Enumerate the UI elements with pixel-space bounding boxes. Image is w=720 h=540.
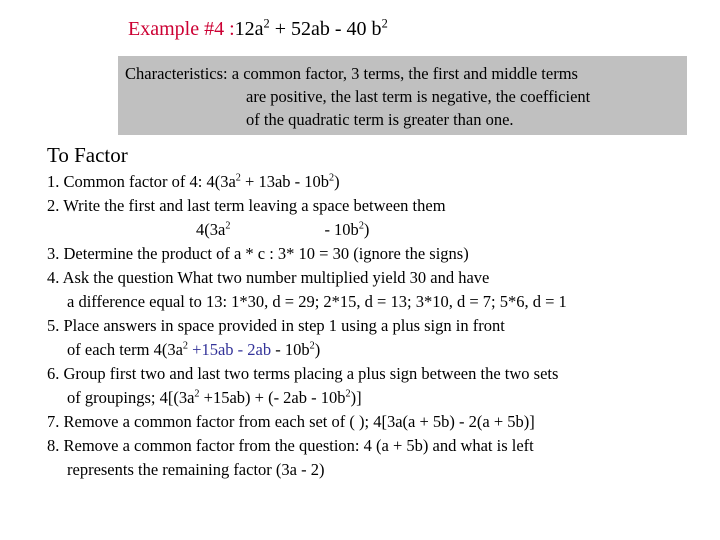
step-text: ) — [334, 172, 340, 191]
example-title — [128, 16, 388, 42]
exponent: 2 — [358, 220, 364, 232]
step-1 — [47, 170, 567, 194]
step-text: )] — [350, 388, 362, 407]
exponent: 2 — [225, 220, 231, 232]
exponent: 2 — [309, 340, 315, 352]
steps-list — [47, 170, 567, 482]
characteristics-box — [118, 56, 687, 135]
exponent: 2 — [381, 16, 388, 31]
exponent: 2 — [182, 340, 189, 352]
step-text: 4(3a — [196, 220, 226, 239]
step-3: 3. Determine the product of a * c : 3* 10 = 30 (ignore the signs) — [47, 244, 469, 263]
step-7: 7. Remove a common factor from each set of ( ); 4[3a(a + 5b) - 2(a + 5b)] — [47, 412, 535, 431]
step-2-expression — [47, 218, 567, 242]
highlight-term: +15ab — [188, 340, 234, 359]
step-4: 4. Ask the question What two number multiplied yield 30 and have — [47, 268, 490, 287]
step-4-continued: a difference equal to 13: 1*30, d = 29; 2*15, d = 13; 3*10, d = 7; 5*6, d = 1 — [67, 292, 567, 311]
characteristics-line-3: of the quadratic term is greater than one. — [246, 110, 514, 129]
exponent: 2 — [235, 172, 241, 184]
step-text: 1. Common factor of 4: 4(3a — [47, 172, 236, 191]
highlight-term: 2ab — [247, 340, 272, 359]
step-5-continued — [47, 338, 567, 362]
section-heading: To Factor — [47, 143, 128, 167]
step-text: of each term 4(3a — [67, 340, 183, 359]
step-text: ) — [314, 340, 321, 359]
step-6: 6. Group first two and last two terms placing a plus sign between the two sets — [47, 364, 559, 383]
step-text: of groupings; 4[(3a — [67, 388, 195, 407]
exponent: 2 — [329, 172, 335, 184]
exponent: 2 — [345, 388, 351, 400]
characteristics-line-2: are positive, the last term is negative, the coefficient — [246, 87, 591, 106]
step-text: + 13ab - 10b — [240, 172, 330, 191]
step-text: +15ab) + (- 2ab - 10b — [199, 388, 346, 407]
highlight-term: - — [233, 340, 248, 359]
characteristics-line-1: Characteristics: a common factor, 3 terms, the first and middle terms — [125, 64, 578, 83]
example-label: Example #4 : — [128, 18, 235, 40]
step-8: 8. Remove a common factor from the question: 4 (a + 5b) and what is left — [47, 436, 534, 455]
step-2: 2. Write the first and last term leaving a space between them — [47, 196, 446, 215]
step-6-continued — [47, 386, 567, 410]
expression-term-2: + 52ab - 40 b — [269, 18, 382, 40]
step-text: - 10b — [324, 220, 359, 239]
step-8-continued: represents the remaining factor (3a - 2) — [67, 460, 325, 479]
exponent: 2 — [194, 388, 200, 400]
step-5: 5. Place answers in space provided in step 1 using a plus sign in front — [47, 316, 505, 335]
exponent: 2 — [263, 16, 270, 31]
step-text: ) — [363, 220, 370, 239]
step-text: - 10b — [271, 340, 310, 359]
expression-term-1: 12a — [234, 18, 264, 40]
